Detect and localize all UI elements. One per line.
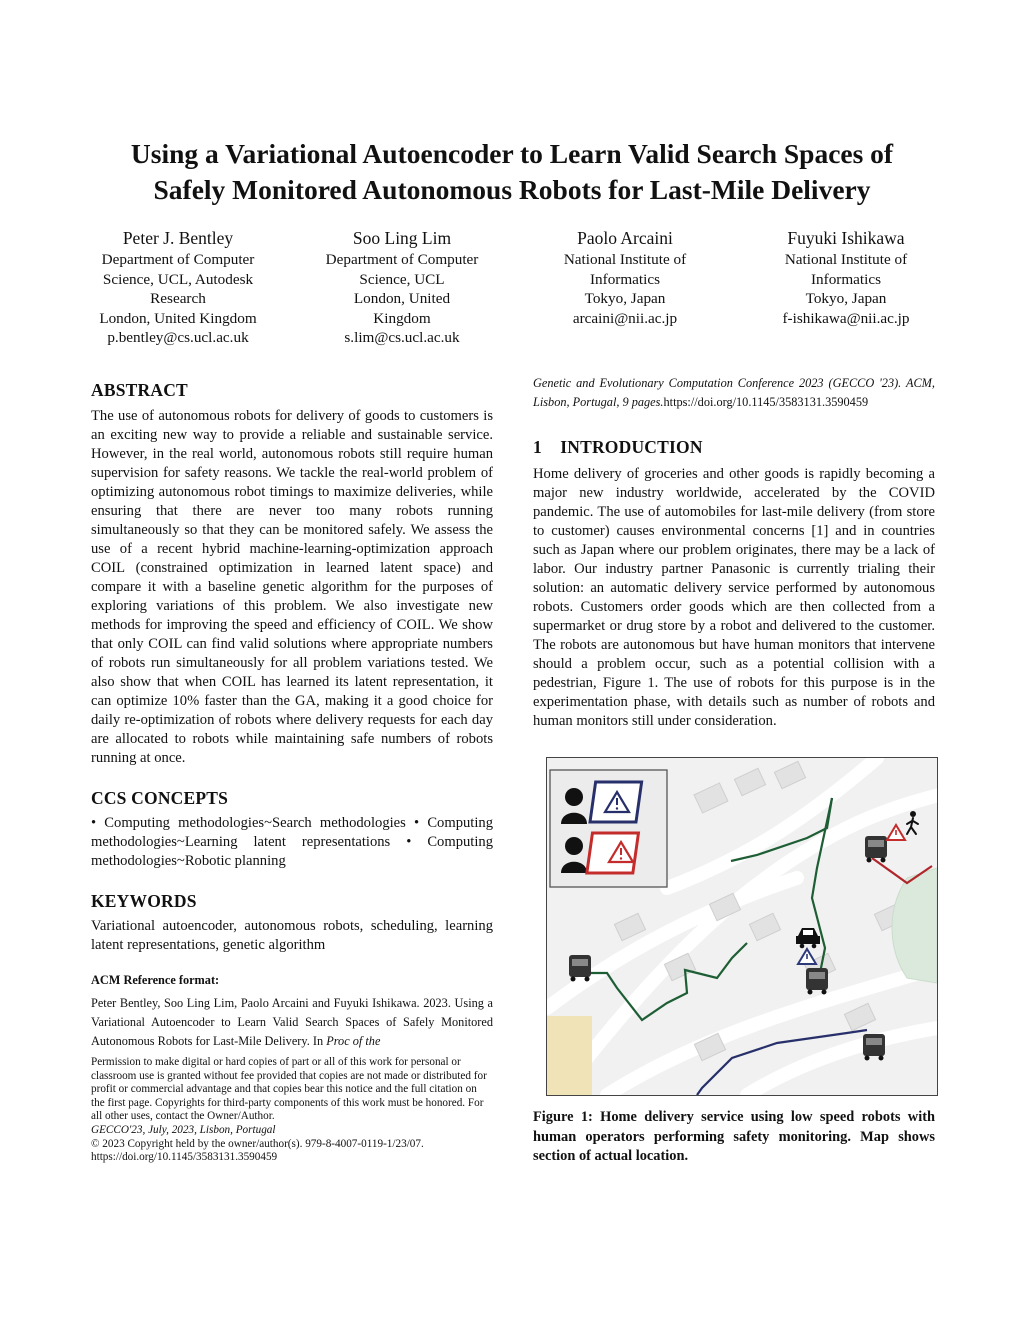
author-4: [751, 226, 941, 328]
map-lot: [547, 1016, 592, 1095]
title-line-1: Using a Variational Autoencoder to Learn Valid Search Spaces of: [130, 138, 894, 169]
permission-text: Permission to make digital or hard copies of part or all of this work for personal or classroom use is granted without fee provided that copies are not made or distributed for profit or commercial advantage and that copies bear this notice and the full citation on the first page. Copyrights for third-party components of this work must be honored. For all other uses, contact the Owner/Author.: [91, 1056, 487, 1123]
ccs-text: • Computing methodologies~Search methodologies • Computing methodologies~Learning latent representations • Computing methodologies~Robotic planning: [91, 815, 493, 869]
introduction-text: Home delivery of groceries and other goods is rapidly becoming a major new industry worldwide, accelerated by the COVID pandemic. The use of automobiles for last-mile delivery (from store to customer) causes environmental concerns [1] and in countries such as Japan where our problem originates, there may be a lack of labor. Our industry partner Panasonic is currently trialing their solution: an automatic delivery service performed by autonomous robots. Customers order goods which are then collected from a supermarket or drug store by a robot and delivered to the customer. The robots are autonomous but have human monitors that intervene should a problem occur, such as a potential collision with a pedestrian, Figure 1. The use of robots for this purpose is in the experimentation phase, with details such as number of robots and human monitors still under consideration.: [533, 466, 935, 729]
right-column: [533, 374, 935, 731]
author-name: Fuyuki Ishikawa: [787, 228, 905, 248]
author-email[interactable]: arcaini@nii.ac.jp: [572, 309, 678, 327]
author-1: [83, 226, 273, 348]
keywords-heading: KEYWORDS: [91, 891, 197, 911]
figure-caption-block: [533, 1108, 935, 1167]
operator-2: [561, 833, 638, 873]
author-2: [307, 226, 497, 348]
author-affiliation-line: London, United Kingdom: [99, 309, 257, 327]
author-email[interactable]: f-ishikawa@nii.ac.jp: [782, 309, 910, 327]
author-affiliation-line: Kingdom: [373, 309, 431, 327]
author-affiliation-line: London, United: [353, 290, 451, 307]
copyright-text: © 2023 Copyright held by the owner/author(s). 979-8-4007-0119-1/23/07.: [91, 1137, 424, 1150]
author-name: Paolo Arcaini: [577, 228, 673, 248]
acm-reference-continued: [533, 374, 935, 412]
permission-block: [91, 1056, 493, 1165]
acm-reference-venue: Genetic and Evolutionary Computation Conference 2023 (GECCO '23). ACM, Lisbon, Portugal, 9 pages.: [533, 376, 935, 409]
author-affiliation-line: Department of Computer: [325, 251, 479, 268]
figure-caption: Figure 1: Home delivery service using low speed robots with human operators performing safety monitoring. Map shows section of actual location.: [533, 1109, 935, 1165]
abstract-text: The use of autonomous robots for delivery of goods to customers is an exciting new way to provide a reliable and sustainable service. However, in the real world, autonomous robots still require human supervision for safety reasons. We tackle the real-world problem of optimizing autonomous robot timings to maximize deliveries, while ensuring that there are never too many robots running simultaneously so that they can be monitored safely. We assess the use of a recent hybrid machine-learning-optimization approach COIL (constrained optimization in learned latent space) and compare it with a baseline genetic algorithm for the purposes of exploring variations of this problem. We also investigate new methods for improving the speed and efficiency of COIL. We show that only COIL can find valid solutions where appropriate numbers of robots run simultaneously for all problem variations tested. We also show that when COIL has learned its latent representation, it can optimize 10% faster than the GA, making it a good choice for daily re-optimization of robots where delivery requests for each day are allocated to robots while maintaining safe numbers of robots running at once.: [91, 408, 493, 766]
author-email[interactable]: s.lim@cs.ucl.ac.uk: [344, 329, 460, 346]
figure-1-map: [546, 757, 938, 1096]
title-line-2: Safely Monitored Autonomous Robots for Last-Mile Delivery: [153, 174, 871, 205]
author-affiliation-line: Department of Computer: [101, 251, 255, 268]
author-email[interactable]: p.bentley@cs.ucl.ac.uk: [107, 329, 249, 346]
author-name: Peter J. Bentley: [122, 228, 234, 248]
acm-reference-doi[interactable]: https://doi.org/10.1145/3583131.3590459: [663, 395, 869, 409]
abstract-heading: ABSTRACT: [91, 380, 188, 400]
author-affiliation-line: Tokyo, Japan: [805, 290, 887, 307]
acm-reference-italic: Proc of the: [326, 1034, 381, 1048]
venue-text: GECCO'23, July, 2023, Lisbon, Portugal: [91, 1123, 276, 1136]
author-block: [60, 226, 964, 356]
ccs-heading: CCS CONCEPTS: [91, 788, 229, 808]
author-name: Soo Ling Lim: [352, 228, 452, 248]
left-column: [91, 380, 493, 1051]
author-affiliation-line: Informatics: [589, 270, 660, 288]
acm-reference-body: Peter Bentley, Soo Ling Lim, Paolo Arcaini and Fuyuki Ishikawa. 2023. Using a Variational Autoencoder to Learn Valid Search Spaces of Safely Monitored Autonomous Robots for Last-Mile Delivery. In: [91, 996, 493, 1048]
author-affiliation-line: Informatics: [810, 270, 881, 288]
author-3: [530, 226, 720, 328]
map-illustration: [547, 758, 937, 1095]
operator-panel: [550, 770, 667, 887]
author-affiliation-line: Science, UCL, Autodesk: [102, 270, 254, 288]
keywords-text: Variational autoencoder, autonomous robots, scheduling, learning latent representations, genetic algorithm: [91, 918, 493, 953]
author-affiliation-line: Tokyo, Japan: [584, 290, 666, 307]
introduction-heading: 1 INTRODUCTION: [533, 437, 703, 457]
author-affiliation-line: Research: [150, 290, 206, 307]
acm-reference-text: [91, 994, 493, 1051]
author-affiliation-line: Science, UCL: [359, 270, 445, 288]
author-affiliation-line: National Institute of: [784, 251, 908, 268]
operator-1: [561, 782, 642, 824]
author-affiliation-line: National Institute of: [563, 251, 687, 268]
doi-link[interactable]: https://doi.org/10.1145/3583131.3590459: [91, 1151, 278, 1164]
acm-reference-heading: ACM Reference format:: [91, 973, 220, 987]
paper-title: [60, 136, 964, 208]
